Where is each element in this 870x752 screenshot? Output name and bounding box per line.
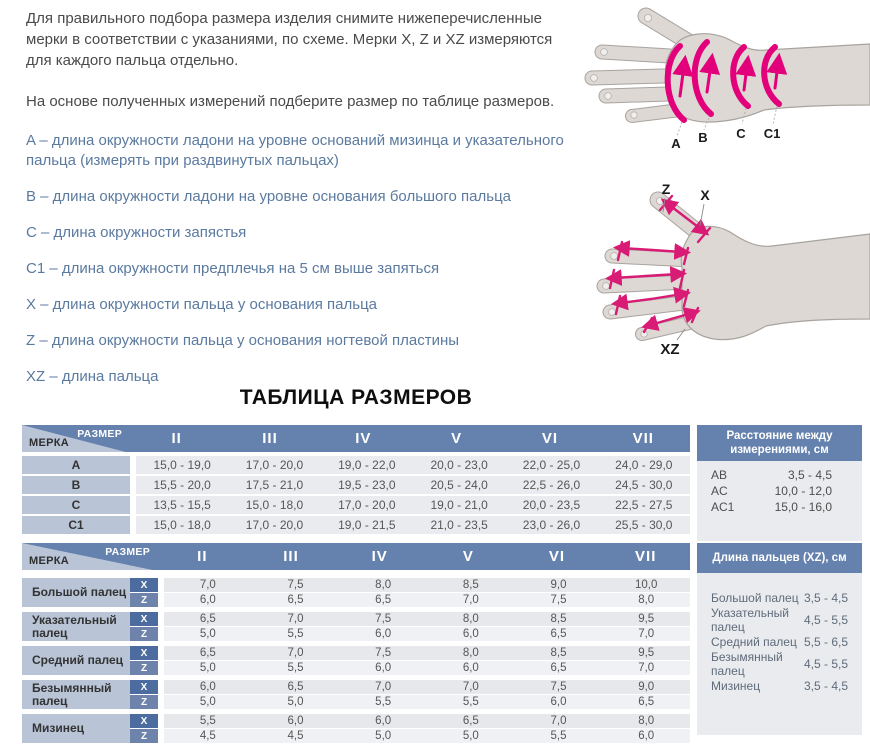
size-value-cell: 7,0 [638, 662, 655, 674]
diagram2-label-z: Z [661, 181, 671, 197]
table1-rows [22, 456, 690, 534]
size-value-cell: 5,0 [199, 662, 216, 674]
size-value-cell: 20,0 - 23,0 [430, 458, 488, 472]
size-value-cell: 5,5 [287, 628, 304, 640]
finger-row-group [22, 646, 690, 675]
finger-length-box-body [697, 573, 862, 735]
finger-length-row [697, 606, 862, 634]
size-value-cell: 6,0 [638, 730, 655, 742]
table1-header [22, 425, 690, 452]
table-row [22, 476, 690, 494]
finger-row-group [22, 612, 690, 641]
size-column-header: VI [541, 430, 559, 447]
size-value-cell: 7,5 [550, 681, 567, 693]
distance-row [697, 483, 862, 499]
size-value-cell: 7,0 [462, 594, 479, 606]
table-row [22, 496, 690, 514]
size-value-cell: 23,0 - 26,0 [522, 518, 581, 532]
finger-values [164, 578, 690, 607]
size-value-cell: 8,0 [462, 647, 479, 659]
measure-label: C1 [22, 516, 130, 534]
intro-text [26, 8, 578, 112]
size-column-header: IV [355, 430, 372, 447]
size-value-cell: 13,5 - 15,5 [153, 498, 211, 512]
diagram2-label-x: X [700, 187, 710, 203]
size-value-cell: 4,5 [199, 730, 216, 742]
size-column-header: IV [371, 548, 388, 565]
corner-measure-label: МЕРКА [29, 555, 69, 567]
size-table-circumference [22, 425, 690, 534]
diagram1-label-b: B [698, 130, 708, 145]
size-value-cell: 5,0 [287, 696, 304, 708]
table2-corner-cell [22, 543, 158, 570]
x-badge: X [130, 714, 158, 728]
finger-values [164, 612, 690, 641]
distance-label: AC [711, 484, 728, 498]
table2-size-columns [158, 543, 690, 570]
distance-info-box [697, 425, 862, 541]
size-value-cell: 8,0 [375, 579, 392, 591]
size-value-cell: 6,0 [375, 628, 392, 640]
z-values-band [164, 627, 690, 641]
size-value-cell: 6,0 [462, 662, 479, 674]
finger-length-row [697, 675, 862, 697]
x-values-band [164, 646, 690, 660]
size-value-cell: 8,0 [638, 594, 655, 606]
z-values-band [164, 593, 690, 607]
hand-outline [591, 14, 870, 122]
xz-badges [130, 578, 158, 607]
z-badge: Z [130, 627, 158, 641]
measure-label: A [22, 456, 130, 474]
size-column-header: V [451, 430, 463, 447]
definition-item: XZ – длина пальца [26, 368, 159, 385]
x-values-band [164, 612, 690, 626]
size-value-cell: 6,5 [287, 594, 304, 606]
table2-header [22, 543, 690, 570]
size-value-cell: 9,0 [550, 579, 567, 591]
size-value-cell: 5,0 [375, 730, 392, 742]
size-value-cell: 15,5 - 20,0 [153, 478, 211, 492]
distance-label: AC1 [711, 500, 735, 514]
finger-values [164, 680, 690, 709]
size-value-cell: 8,5 [462, 579, 479, 591]
size-value-cell: 7,0 [199, 579, 216, 591]
size-value-cell: 9,5 [638, 647, 655, 659]
size-value-cell: 6,5 [287, 681, 304, 693]
size-value-cell: 24,0 - 29,0 [615, 458, 673, 472]
size-value-cell: 6,0 [375, 662, 392, 674]
x-badge: X [130, 680, 158, 694]
size-value-cell: 5,5 [550, 730, 567, 742]
x-badge: X [130, 578, 158, 592]
size-value-cell: 9,0 [638, 681, 655, 693]
size-value-cell: 6,5 [638, 696, 655, 708]
distance-value: 3,5 - 4,5 [787, 468, 832, 482]
size-value-cell: 20,0 - 23,5 [522, 498, 581, 512]
size-value-cell: 6,0 [550, 696, 567, 708]
size-value-cell: 7,0 [462, 681, 479, 693]
table1-size-columns [130, 425, 690, 452]
corner-size-label: РАЗМЕР [105, 546, 150, 558]
hand-circumference-diagram-icon [580, 0, 870, 155]
finger-length-value: 4,5 - 5,5 [803, 613, 848, 627]
distance-value: 15,0 - 16,0 [774, 500, 832, 514]
size-value-cell: 17,0 - 20,0 [245, 518, 304, 532]
diagram2-label-xz: XZ [660, 341, 680, 358]
size-value-cell: 6,5 [375, 594, 392, 606]
z-values-band [164, 695, 690, 709]
size-value-cell: 6,5 [199, 613, 216, 625]
table1-corner-cell [22, 425, 130, 452]
z-values-band [164, 661, 690, 675]
finger-length-value: 5,5 - 6,5 [803, 635, 848, 649]
size-value-cell: 5,5 [462, 696, 479, 708]
finger-label: Безымянный палец [22, 680, 130, 709]
finger-length-label: Безымянный палец [711, 650, 783, 678]
size-column-header: II [171, 430, 182, 447]
size-value-cell: 6,0 [462, 628, 479, 640]
xz-badges [130, 714, 158, 743]
size-value-cell: 6,5 [550, 662, 567, 674]
finger-length-label: Средний палец [711, 635, 797, 649]
distance-row [697, 467, 862, 483]
size-column-header: V [462, 548, 474, 565]
finger-length-label: Указательный палец [711, 606, 789, 634]
distance-box-body [697, 461, 862, 541]
size-value-cell: 24,5 - 30,0 [615, 478, 673, 492]
xz-badges [130, 680, 158, 709]
diagram1-label-c1: C1 [763, 126, 781, 141]
finger-length-row [697, 650, 862, 678]
size-table-fingers [22, 543, 690, 743]
size-column-header: VII [632, 430, 654, 447]
diagram1-label-a: A [671, 136, 681, 151]
table2-rows [22, 578, 690, 743]
size-value-cell: 6,0 [199, 594, 216, 606]
finger-values [164, 646, 690, 675]
finger-label: Мизинец [22, 714, 130, 743]
definition-item: B – длина окружности ладони на уровне основания большого пальца [26, 188, 512, 205]
size-value-cell: 15,0 - 19,0 [153, 458, 211, 472]
definition-item: X – длина окружности пальца у основания пальца [26, 296, 378, 313]
size-value-cell: 6,5 [550, 628, 567, 640]
size-value-cell: 5,5 [199, 715, 216, 727]
finger-length-label: Мизинец [711, 679, 761, 693]
distance-value: 10,0 - 12,0 [774, 484, 832, 498]
size-value-cell: 17,0 - 20,0 [338, 498, 396, 512]
row-values [136, 496, 690, 514]
size-value-cell: 6,5 [462, 715, 479, 727]
finger-length-value: 3,5 - 4,5 [803, 679, 848, 693]
finger-length-info-box [697, 543, 862, 735]
size-value-cell: 7,0 [638, 628, 655, 640]
size-value-cell: 4,5 [287, 730, 304, 742]
size-value-cell: 5,5 [375, 696, 392, 708]
row-values [136, 516, 690, 534]
size-value-cell: 5,5 [287, 662, 304, 674]
size-value-cell: 22,5 - 27,5 [615, 498, 673, 512]
distance-box-title: Расстояние между измерениями, см [697, 425, 862, 461]
size-value-cell: 9,5 [638, 613, 655, 625]
intro-paragraph-2: На основе полученных измерений подберите размер по таблице размеров. [26, 93, 555, 110]
finger-length-value: 4,5 - 5,5 [803, 657, 848, 671]
size-value-cell: 8,5 [550, 613, 567, 625]
size-value-cell: 7,5 [550, 594, 567, 606]
x-values-band [164, 680, 690, 694]
size-value-cell: 5,0 [199, 628, 216, 640]
size-value-cell: 19,0 - 21,0 [430, 498, 488, 512]
size-value-cell: 17,0 - 20,0 [245, 458, 304, 472]
z-badge: Z [130, 661, 158, 675]
finger-row-group [22, 578, 690, 607]
table-row [22, 516, 690, 534]
size-value-cell: 8,0 [638, 715, 655, 727]
size-value-cell: 6,0 [199, 681, 216, 693]
size-value-cell: 17,5 - 21,0 [245, 478, 304, 492]
size-value-cell: 15,0 - 18,0 [245, 498, 304, 512]
size-table-title: ТАБЛИЦА РАЗМЕРОВ [239, 386, 473, 409]
row-values [136, 476, 690, 494]
definition-item: C – длина окружности запястья [26, 224, 247, 241]
finger-length-box-title: Длина пальцев (XZ), см [697, 543, 862, 573]
size-value-cell: 7,0 [287, 647, 304, 659]
size-value-cell: 19,0 - 21,5 [338, 518, 396, 532]
size-value-cell: 20,5 - 24,0 [430, 478, 488, 492]
size-value-cell: 21,0 - 23,5 [430, 518, 488, 532]
row-values [136, 456, 690, 474]
size-value-cell: 10,0 [635, 579, 658, 591]
finger-label: Большой палец [22, 578, 130, 607]
size-value-cell: 19,0 - 22,0 [338, 458, 396, 472]
hand-outline [603, 197, 870, 339]
finger-row-group [22, 714, 690, 743]
intro-paragraph-1: Для правильного подбора размера изделия снимите нижеперечисленные мерки в соответствии с указаниями, по схеме. Мерки X, Z и XZ измеряются для каждого пальца отдельно. [26, 10, 553, 69]
finger-row-group [22, 680, 690, 709]
size-value-cell: 6,0 [287, 715, 304, 727]
size-value-cell: 6,0 [375, 715, 392, 727]
size-value-cell: 7,0 [287, 613, 304, 625]
measurement-definitions [26, 131, 584, 403]
finger-label: Средний палец [22, 646, 130, 675]
size-column-header: VII [635, 548, 657, 565]
z-badge: Z [130, 593, 158, 607]
definition-item: A – длина окружности ладони на уровне оснований мизинца и указательного пальца (измерять при раздвинутых пальцах) [26, 132, 564, 169]
corner-measure-label: МЕРКА [29, 437, 69, 449]
measure-label: C [22, 496, 130, 514]
size-column-header: II [197, 548, 208, 565]
x-badge: X [130, 612, 158, 626]
size-value-cell: 15,0 - 18,0 [153, 518, 211, 532]
size-column-header: III [262, 430, 278, 447]
corner-size-label: РАЗМЕР [77, 428, 122, 440]
distance-label: AB [711, 468, 728, 482]
size-column-header: VI [548, 548, 566, 565]
z-badge: Z [130, 695, 158, 709]
x-badge: X [130, 646, 158, 660]
x-values-band [164, 578, 690, 592]
size-value-cell: 7,0 [550, 715, 567, 727]
size-value-cell: 7,5 [375, 647, 392, 659]
finger-length-value: 3,5 - 4,5 [803, 591, 848, 605]
size-value-cell: 22,5 - 26,0 [522, 478, 581, 492]
finger-values [164, 714, 690, 743]
finger-measurement-diagram-icon [580, 170, 870, 370]
finger-length-label: Большой палец [711, 591, 799, 605]
diagram1-label-c: C [736, 126, 746, 141]
definition-item: Z – длина окружности пальца у основания ногтевой пластины [26, 332, 460, 349]
size-value-cell: 7,0 [375, 681, 392, 693]
finger-label: Указательный палец [22, 612, 130, 641]
size-value-cell: 5,0 [462, 730, 479, 742]
size-value-cell: 8,0 [462, 613, 479, 625]
z-values-band [164, 729, 690, 743]
size-column-header: III [283, 548, 299, 565]
size-value-cell: 7,5 [287, 579, 304, 591]
size-value-cell: 19,5 - 23,0 [338, 478, 396, 492]
size-value-cell: 6,5 [199, 647, 216, 659]
measure-label: B [22, 476, 130, 494]
distance-row [697, 499, 862, 515]
xz-badges [130, 612, 158, 641]
size-value-cell: 25,5 - 30,0 [615, 518, 673, 532]
table-row [22, 456, 690, 474]
size-value-cell: 5,0 [199, 696, 216, 708]
x-values-band [164, 714, 690, 728]
size-value-cell: 8,5 [550, 647, 567, 659]
size-value-cell: 7,5 [375, 613, 392, 625]
size-value-cell: 22,0 - 25,0 [522, 458, 581, 472]
definition-item: C1 – длина окружности предплечья на 5 см выше запяться [26, 260, 440, 277]
z-badge: Z [130, 729, 158, 743]
xz-badges [130, 646, 158, 675]
